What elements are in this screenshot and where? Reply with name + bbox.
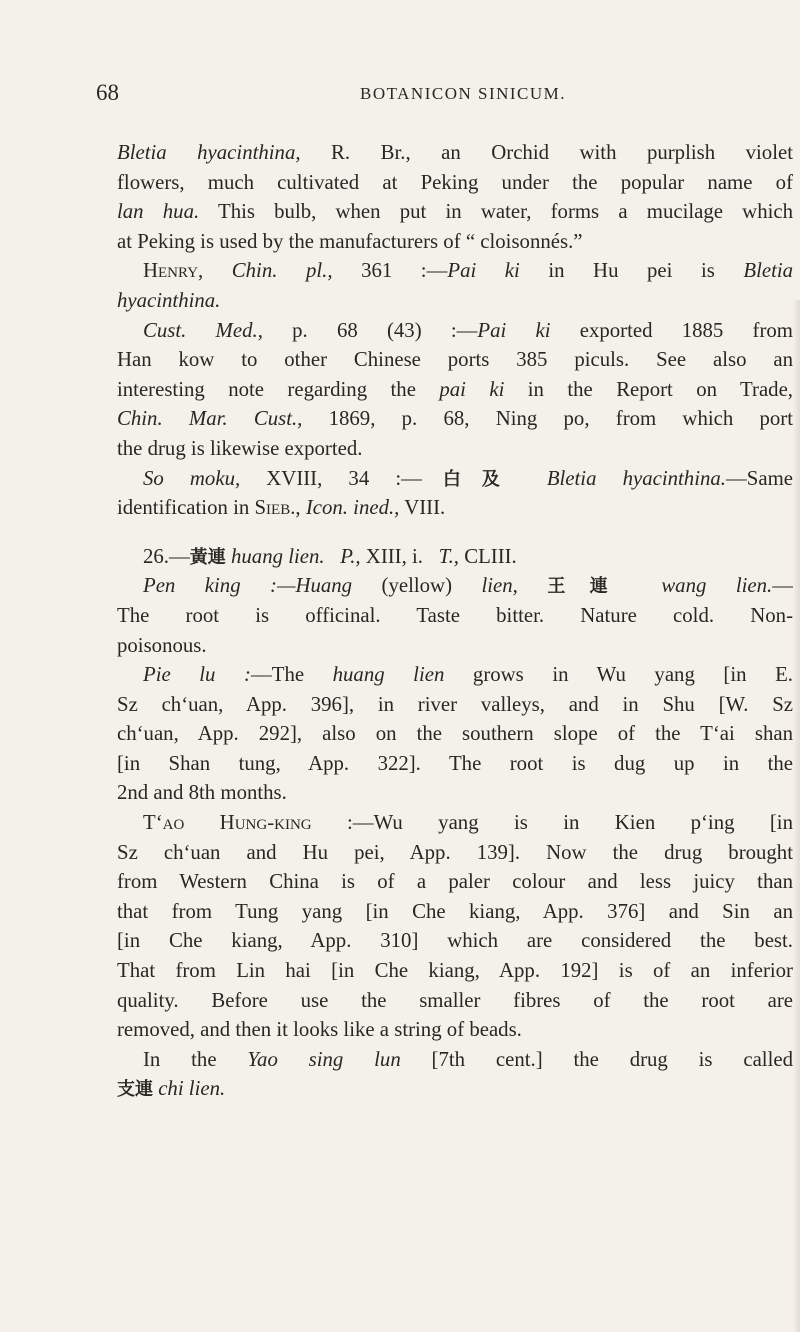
section-gap (117, 523, 793, 542)
page-number: 68 (96, 80, 119, 105)
entry-heading: 26.—黃連 huang lien. P., XIII, i. T., CLIII. (143, 544, 517, 568)
text-line: at Peking is used by the manufacturers of “ cloisonnés.” (117, 229, 583, 253)
chinese-characters: 黃連 (189, 546, 226, 568)
text-line: The root is officinal. Taste bitter. Nature cold. Non- (117, 603, 793, 627)
text-line: [in Shan tung, App. 322]. The root is dug up in the (117, 751, 793, 775)
running-title: BOTANICON SINICUM. (360, 84, 567, 103)
text-line: removed, and then it looks like a string of beads. (117, 1018, 522, 1042)
text-line: chʻuan, App. 292], also on the southern slope of the Tʻai shan (117, 722, 793, 746)
text-line: Sz chʻuan and Hu pei, App. 139]. Now the drug brought (117, 840, 793, 864)
text-line: poisonous. (117, 633, 207, 657)
text-line: [in Che kiang, App. 310] which are considered the best. (117, 929, 793, 953)
text-line: Han kow to other Chinese ports 385 piculs. See also an (117, 348, 793, 372)
text-line: Sz chʻuan, App. 396], in river valleys, and in Shu [W. Sz (117, 692, 793, 716)
text-line: 2nd and 8th months. (117, 781, 287, 805)
text-line: So moku, XVIII, 34 :—白及 Bletia hyacinthina.—Same (143, 466, 793, 490)
chinese-characters: 王連 (547, 576, 632, 598)
text-line: Henry, Chin. pl., 361 :—Pai ki in Hu pei is Bletia (143, 259, 793, 283)
text-line: In the Yao sing lun [7th cent.] the drug is called (143, 1047, 793, 1071)
text-line: 支連 chi lien. (117, 1077, 226, 1101)
text-line: that from Tung yang [in Che kiang, App. 376] and Sin an (117, 899, 793, 923)
chinese-characters: 白及 (421, 468, 521, 490)
text-line: identification in Sieb., Icon. ined., VIII. (117, 496, 446, 520)
text-line: quality. Before use the smaller fibres of the root are (117, 988, 793, 1012)
text-line: hyacinthina. (117, 288, 221, 312)
text-line: That from Lin hai [in Che kiang, App. 192] is of an inferior (117, 959, 793, 983)
text-line: Cust. Med., p. 68 (43) :—Pai ki exported 1885 from (143, 318, 793, 342)
text-line: Bletia hyacinthina, R. Br., an Orchid with purplish violet (117, 141, 793, 164)
text-line: Chin. Mar. Cust., 1869, p. 68, Ning po, from which port (117, 407, 793, 431)
text-line: Pie lu :—The huang lien grows in Wu yang [in E. (143, 663, 793, 687)
page-header (0, 80, 800, 110)
chinese-characters: 支連 (117, 1079, 153, 1101)
text-line: the drug is likewise exported. (117, 436, 363, 460)
page-edge-shadow (793, 300, 800, 1332)
text-line: Tʻao Hung-king :—Wu yang is in Kien pʻing [in (143, 811, 793, 835)
text-line: flowers, much cultivated at Peking under the popular name of (117, 170, 793, 194)
page-body (117, 138, 793, 1104)
text-line: from Western China is of a paler colour and less juicy than (117, 870, 793, 894)
text-line: interesting note regarding the pai ki in the Report on Trade, (117, 377, 793, 401)
text-line: lan hua. This bulb, when put in water, forms a mucilage which (117, 200, 793, 224)
text-line: Pen king :—Huang (yellow) lien, 王連 wang lien.— (143, 574, 793, 598)
